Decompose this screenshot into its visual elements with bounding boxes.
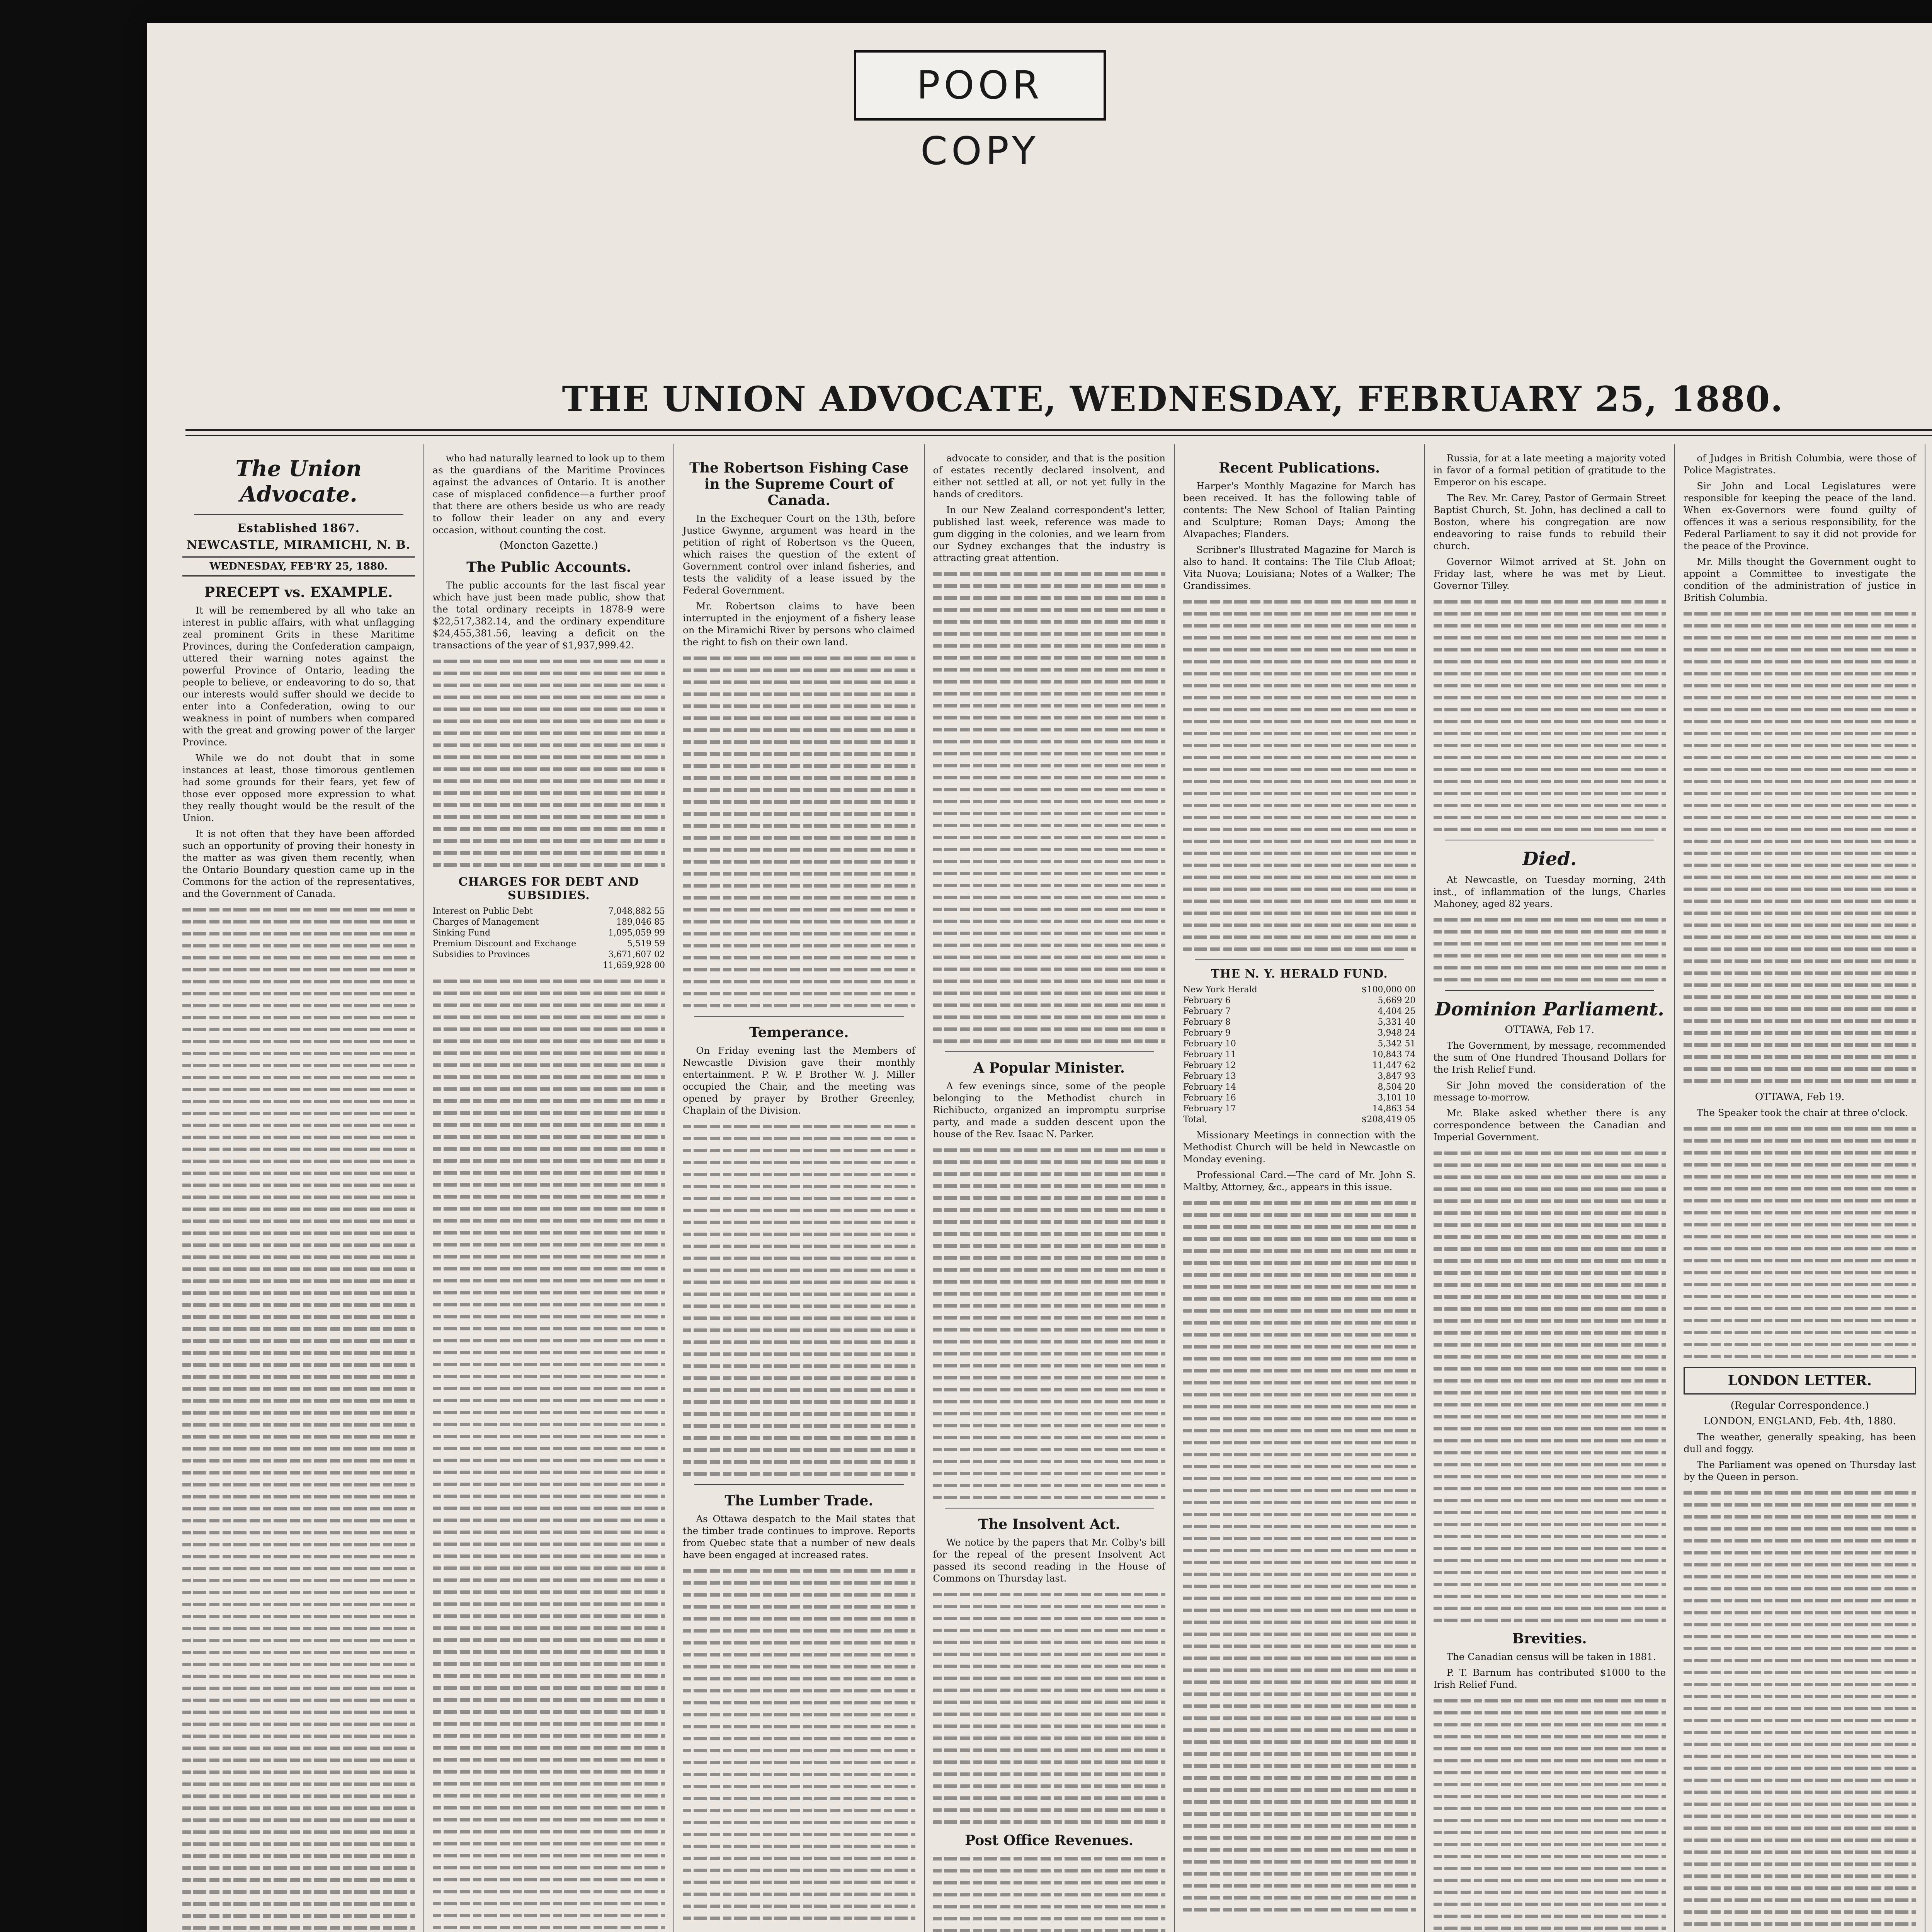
paragraph: advocate to consider, and that is the position of estates recently declared insolvent, and either not settled at all, or not yet fully in the hands of creditors. <box>933 452 1165 500</box>
article-headline: Post Office Revenues. <box>965 1832 1134 1849</box>
divider <box>945 1508 1154 1509</box>
paragraph: At Newcastle, on Tuesday morning, 24th inst., of inflammation of the lungs, Charles Mahoney, aged 82 years. <box>1433 874 1666 909</box>
article-body <box>1684 1107 1916 1119</box>
article-headline: Died. <box>1522 848 1577 870</box>
paragraph: Missionary Meetings in connection with the Methodist Church will be held in Newcastle on Monday evening. <box>1183 1129 1416 1165</box>
column-4 <box>925 444 1175 1932</box>
accounts-table <box>433 906 665 971</box>
article-body <box>1183 480 1416 592</box>
article-headline: Recent Publications. <box>1219 460 1380 476</box>
paragraph: Sir John and Local Legislatures were responsible for keeping the peace of the land. When ex-Governors were found guilty of offences it was a serious responsibility, for the Federal Parliament to say it did not provide for the peace of the Province. <box>1684 480 1916 551</box>
paragraph: Mr. Blake asked whether there is any correspondence between the Canadian and Imperial Government. <box>1433 1107 1666 1143</box>
article-body <box>433 452 665 536</box>
illegible-text <box>933 572 1166 1043</box>
paragraph: It will be remembered by all who take an interest in public affairs, with what unflagging zeal prominent Grits in these Maritime Provinces, during the Confederation campaign, uttered their warning notes against the powerful Province of Ontario, leading the people to believe, or endeavoring to do so, that our interests would suffer should we decide to enter into a Confederation, owing to our weakness in point of numbers when compared with the great and growing power of the larger Province. <box>182 605 415 748</box>
table-row: February 17 14,863 54 <box>1183 1104 1416 1114</box>
paragraph: As Ottawa despatch to the Mail states that the timber trade continues to improve. Reports from Quebec state that a number of new deals have been engaged at increased rates. <box>683 1513 915 1560</box>
article-body <box>1684 1431 1916 1483</box>
illegible-text <box>1183 1201 1416 1912</box>
column-3 <box>674 444 925 1932</box>
illegible-text <box>1434 1151 1666 1622</box>
article-body <box>1434 1039 1666 1143</box>
masthead-rule-thin <box>185 435 1932 436</box>
illegible-text <box>1434 1699 1666 1930</box>
column-5 <box>1175 444 1425 1932</box>
masthead: THE UNION ADVOCATE, WEDNESDAY, FEBRUARY 25, 1880. <box>562 379 1784 420</box>
article-headline: Temperance. <box>749 1024 849 1041</box>
fund-title: THE N. Y. HERALD FUND. <box>1211 967 1388 981</box>
article-headline: The Public Accounts. <box>466 559 631 575</box>
paragraph: The Canadian census will be taken in 1881. <box>1446 1651 1656 1662</box>
illegible-text <box>683 1569 915 1920</box>
illegible-text <box>683 1125 915 1476</box>
paragraph: Mr. Robertson claims to have been interrupted in the enjoyment of a fishery lease on the Miramichi River by persons who claimed the right to fish on their own land. <box>683 600 915 648</box>
paragraph: A few evenings since, some of the people belonging to the Methodist church in Richibucto, organized an impromptu surprise party, and made a sudden descent upon the house of the Rev. Isaac N. Parker. <box>933 1080 1165 1139</box>
table-row: February 12 11,447 62 <box>1183 1061 1416 1070</box>
table-total: Total, $208,419 05 <box>1183 1115 1416 1124</box>
table-row: February 8 5,331 40 <box>1183 1017 1416 1027</box>
article-source: (Moncton Gazette.) <box>499 540 598 551</box>
table-row: February 9 3,948 24 <box>1183 1028 1416 1038</box>
dateline: LONDON, ENGLAND, Feb. 4th, 1880. <box>1703 1415 1896 1427</box>
paragraph: Professional Card.—The card of Mr. John S. Maltby, Attorney, &c., appears in this issue. <box>1183 1169 1416 1192</box>
nameplate-date: WEDNESDAY, FEB'RY 25, 1880. <box>182 556 415 577</box>
illegible-text <box>1434 918 1666 981</box>
table-row: February 7 4,404 25 <box>1183 1007 1416 1016</box>
table-row: February 16 3,101 10 <box>1183 1093 1416 1103</box>
illegible-text <box>683 656 915 1007</box>
column-6 <box>1425 444 1675 1932</box>
article-body <box>933 1536 1166 1584</box>
illegible-text <box>433 980 665 1929</box>
nameplate-established: Established 1867. <box>237 522 360 535</box>
paragraph: It is not often that they have been afforded such an opportunity of proving their honesty in the matter as was given them recently, when the Ontario Boundary question came up in the Commons for the action of the representatives, and the Government of Canada. <box>182 828 415 899</box>
divider <box>945 1051 1154 1052</box>
table-row: Subsidies to Provinces 3,671,607 02 <box>432 950 665 959</box>
paragraph: The Government, by message, recommended the sum of One Hundred Thousand Dollars for the Irish Relief Fund. <box>1433 1040 1666 1075</box>
article-body <box>933 452 1166 564</box>
table-row: Premium Discount and Exchange 5,519 59 <box>432 939 665 949</box>
article-headline: LONDON LETTER. <box>1684 1367 1916 1395</box>
article-headline: Dominion Parliament. <box>1435 998 1664 1020</box>
illegible-text <box>1684 612 1916 1083</box>
fund-table <box>1183 985 1416 1125</box>
table-row: Sinking Fund 1,095,059 99 <box>432 928 665 938</box>
dateline: OTTAWA, Feb 19. <box>1755 1091 1845 1103</box>
columns <box>174 444 1932 1932</box>
article-body <box>1684 452 1916 604</box>
table-row: February 14 8,504 20 <box>1183 1082 1416 1092</box>
table-row: New York Herald $100,000 00 <box>1183 985 1416 995</box>
divider <box>1445 990 1655 991</box>
illegible-text <box>1183 600 1416 951</box>
article-headline: The Lumber Trade. <box>724 1493 874 1509</box>
paragraph: The Parliament was opened on Thursday last by the Queen in person. <box>1684 1459 1916 1482</box>
paragraph: Mr. Mills thought the Government ought to appoint a Committee to investigate the condition of the administration of justice in British Columbia. <box>1684 556 1916 603</box>
article-subhead: (Regular Correspondence.) <box>1730 1400 1869 1412</box>
article-body <box>683 512 915 648</box>
divider <box>1195 959 1404 960</box>
column-1 <box>174 444 424 1932</box>
illegible-text <box>1684 1491 1916 1932</box>
paragraph: The weather, generally speaking, has been dull and foggy. <box>1684 1431 1916 1454</box>
illegible-text <box>182 908 415 1932</box>
divider <box>694 1484 904 1485</box>
table-row: Charges of Management 189,046 85 <box>432 917 665 927</box>
article-headline: Brevities. <box>1512 1631 1587 1647</box>
paragraph: The Rev. Mr. Carey, Pastor of Germain Street Baptist Church, St. John, has declined a call to Boston, where his congregation are now endeavoring to raise funds to rebuild their church. <box>1433 492 1666 551</box>
article-body <box>1183 1129 1416 1193</box>
article-body <box>933 1080 1166 1140</box>
paragraph: On Friday evening last the Members of Newcastle Division gave their monthly entertainment. P. W. P. Brother W. J. Miller occupied the Chair, and the meeting was opened by prayer by Brother Greenley, Chaplain of the Division. <box>683 1045 915 1116</box>
nameplate-title: The Union Advocate. <box>235 456 362 507</box>
divider <box>194 514 403 515</box>
illegible-text <box>933 1148 1166 1499</box>
article-body <box>1434 452 1666 592</box>
paragraph: The public accounts for the last fiscal year which have just been made public, show that the total ordinary receipts in 1878-9 were $22,517,382.14, and the ordinary expenditure $24,455,381.56, leaving a deficit on the transactions of the year of $1,937,999.42. <box>432 580 665 651</box>
illegible-text <box>1434 600 1666 831</box>
article-headline: PRECEPT vs. EXAMPLE. <box>204 584 393 600</box>
paragraph: In the Exchequer Court on the 13th, before Justice Gwynne, argument was heard in the petition of right of Robertson vs the Queen, which raises the question of the extent of Government control over inland fisheries, and tests the validity of a lease issued by the Federal Government. <box>683 513 915 596</box>
nameplate-place: NEWCASTLE, MIRAMICHI, N. B. <box>187 538 411 552</box>
paragraph: P. T. Barnum has contributed $1000 to the Irish Relief Fund. <box>1433 1667 1666 1690</box>
table-row: February 6 5,669 20 <box>1183 996 1416 1005</box>
illegible-text <box>433 660 665 867</box>
paragraph: We notice by the papers that Mr. Colby's bill for the repeal of the present Insolvent Act passed its second reading in the House of Commons on Thursday last. <box>933 1537 1165 1584</box>
column-7 <box>1675 444 1925 1932</box>
table-row: February 11 10,843 74 <box>1183 1050 1416 1060</box>
paragraph: Governor Wilmot arrived at St. John on Friday last, where he was met by Lieut. Governor Tilley. <box>1433 556 1666 591</box>
article-body <box>1434 874 1666 910</box>
paragraph: Harper's Monthly Magazine for March has been received. It has the following table of contents: The New School of Italian Painting and Sculpture; Roman Days; Among the Alvapaches; Flanders. <box>1183 480 1416 539</box>
dateline: OTTAWA, Feb 17. <box>1505 1024 1595 1036</box>
paragraph: Russia, for at a late meeting a majority voted in favor of a formal petition of gratitude to the Emperor on his escape. <box>1433 452 1666 488</box>
illegible-text <box>933 1857 1166 1932</box>
divider <box>694 1016 904 1017</box>
article-body <box>182 604 415 900</box>
article-body <box>683 1044 915 1116</box>
paragraph: While we do not doubt that in some instances at least, those timorous gentlemen had some grounds for their fears, yet few of those ever opposed more expression to what they really thought would be the result of the Union. <box>182 752 415 823</box>
table-row: February 13 3,847 93 <box>1183 1071 1416 1081</box>
paragraph: Scribner's Illustrated Magazine for March is also to hand. It contains: The Tile Club Afloat; Vita Nuova; Louisiana; Notes of a Walker; The Grandissimes. <box>1183 544 1416 591</box>
paragraph: who had naturally learned to look up to them as the guardians of the Maritime Provinces against the advances of Ontario. It is another case of misplaced confidence—a further proof that there are others beside us who are ready to follow their leader on any and every occasion, without counting the cost. <box>432 452 665 536</box>
newspaper-page <box>147 23 1932 1932</box>
table-row: February 10 5,342 51 <box>1183 1039 1416 1049</box>
column-8 <box>1925 444 1932 1932</box>
paragraph: The Speaker took the chair at three o'clock. <box>1697 1107 1908 1118</box>
table-total: 11,659,928 00 <box>603 961 665 970</box>
illegible-text <box>933 1593 1166 1824</box>
paragraph: Sir John moved the consideration of the message to-morrow. <box>1433 1080 1666 1103</box>
poor-copy-stamp: POOR COPY <box>854 50 1106 121</box>
table-row: Interest on Public Debt 7,048,882 55 <box>432 906 665 916</box>
article-body <box>433 579 665 651</box>
article-body <box>1434 1651 1666 1690</box>
column-2 <box>424 444 675 1932</box>
table-title: CHARGES FOR DEBT AND SUBSIDIES. <box>458 875 639 902</box>
article-headline: The Insolvent Act. <box>978 1516 1121 1532</box>
illegible-text <box>1684 1127 1916 1358</box>
article-headline: A Popular Minister. <box>973 1060 1125 1076</box>
article-body <box>683 1513 915 1561</box>
paragraph: of Judges in British Columbia, were those of Police Magistrates. <box>1684 452 1916 476</box>
article-headline: The Robertson Fishing Case in the Supreme Court of Canada. <box>689 460 909 509</box>
paragraph: In our New Zealand correspondent's letter, published last week, reference was made to gum digging in the colonies, and we learn from our Sydney exchanges that the industry is attracting great attention. <box>933 504 1165 563</box>
masthead-rule <box>185 429 1932 431</box>
